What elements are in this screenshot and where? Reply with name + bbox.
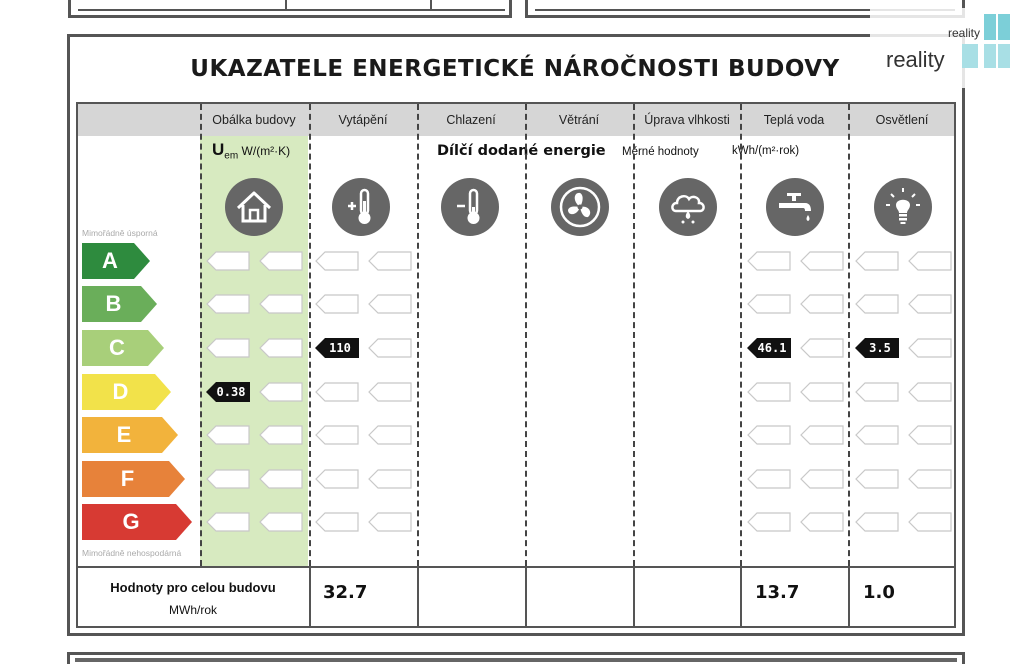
totals-column-divider: [309, 566, 311, 626]
energy-class-c: [82, 330, 164, 366]
class-tag-empty: [206, 425, 250, 445]
class-tag-empty: [259, 294, 303, 314]
column-header-tepla-voda: Teplá voda: [763, 113, 825, 127]
class-tag-empty: [800, 251, 844, 271]
class-tag-empty: [368, 512, 412, 532]
totals-column-divider: [740, 566, 742, 626]
class-tag-empty: [206, 469, 250, 489]
class-tag-empty: [206, 251, 250, 271]
class-tag-empty: [747, 251, 791, 271]
column-divider: [200, 104, 202, 566]
class-tag-empty: [855, 294, 899, 314]
class-tag-empty: [800, 382, 844, 402]
class-marker-obalka: [206, 382, 250, 402]
class-tag-empty: [259, 512, 303, 532]
class-tag-empty: [315, 512, 359, 532]
class-tag-empty: [206, 338, 250, 358]
class-marker-value: 46.1: [757, 341, 787, 355]
column-divider: [525, 104, 527, 566]
uem-label: [212, 140, 290, 161]
class-tag-empty: [747, 382, 791, 402]
class-tag-empty: [368, 251, 412, 271]
class-marker-tepla-voda: [747, 338, 791, 358]
energy-class-f: [82, 461, 185, 497]
totals-column-divider: [417, 566, 419, 626]
total-tepla-voda: 13.7: [755, 582, 800, 603]
class-tag-empty: [747, 512, 791, 532]
total-osvetleni: 1.0: [863, 582, 895, 603]
column-divider: [309, 104, 311, 566]
class-tag-empty: [747, 425, 791, 445]
energy-class-letter: G: [122, 509, 140, 534]
energy-class-letter: E: [116, 422, 132, 447]
class-tag-empty: [259, 338, 303, 358]
uem-subscript: em: [224, 150, 239, 162]
light-bulb-icon: [873, 177, 933, 237]
energy-class-letter: B: [105, 291, 122, 316]
energy-class-d: [82, 374, 171, 410]
specific-unit-label: kWh/(m²·rok): [732, 145, 800, 157]
class-tag-empty: [908, 251, 952, 271]
totals-label: Hodnoty pro celou budovu: [110, 580, 276, 595]
class-tag-empty: [908, 294, 952, 314]
class-marker-vytapeni: [315, 338, 359, 358]
watermark-logo-icon: [962, 12, 1012, 70]
humidity-cloud-icon: [658, 177, 718, 237]
next-section-band: [75, 658, 957, 662]
watermark-brand-large: reality: [886, 47, 945, 72]
class-tag-empty: [855, 469, 899, 489]
class-tag-empty: [206, 294, 250, 314]
totals-row-divider: [78, 566, 954, 568]
energy-class-a: [82, 243, 150, 279]
column-divider: [740, 104, 742, 566]
class-tag-empty: [315, 382, 359, 402]
thermometer-minus-icon: [440, 177, 500, 237]
uem-symbol: U: [212, 140, 225, 159]
page-title: UKAZATELE ENERGETICKÉ NÁROČNOSTI BUDOVY: [190, 56, 840, 82]
uem-unit: W/(m²·K): [241, 144, 291, 158]
class-tag-empty: [259, 469, 303, 489]
class-tag-empty: [206, 512, 250, 532]
house-icon: [224, 177, 284, 237]
delivered-energy-label: Dílčí dodané energie: [437, 143, 606, 159]
class-marker-value: 3.5: [869, 341, 891, 355]
energy-class-letter: F: [120, 466, 135, 491]
class-tag-empty: [315, 294, 359, 314]
class-tag-empty: [315, 425, 359, 445]
class-tag-empty: [259, 425, 303, 445]
class-tag-empty: [368, 425, 412, 445]
class-tag-empty: [855, 512, 899, 532]
previous-section-line: [78, 9, 505, 11]
class-tag-empty: [315, 251, 359, 271]
class-tag-empty: [908, 425, 952, 445]
class-tag-empty: [800, 338, 844, 358]
column-divider: [848, 104, 850, 566]
energy-class-b: [82, 286, 157, 322]
watermark-brand-small: reality: [948, 26, 981, 40]
column-divider: [633, 104, 635, 566]
class-tag-empty: [908, 512, 952, 532]
class-tag-empty: [855, 425, 899, 445]
scale-top-note: Mimořádně úsporná: [82, 228, 158, 238]
column-header-uprava: Úprava vlhkosti: [644, 113, 730, 127]
class-tag-empty: [259, 251, 303, 271]
class-tag-empty: [315, 469, 359, 489]
class-marker-value: 110: [329, 341, 351, 355]
totals-column-divider: [848, 566, 850, 626]
water-tap-icon: [765, 177, 825, 237]
energy-class-letter: D: [112, 379, 129, 404]
fan-icon: [550, 177, 610, 237]
class-tag-empty: [855, 251, 899, 271]
class-tag-empty: [747, 294, 791, 314]
energy-class-e: [82, 417, 178, 453]
class-tag-empty: [368, 469, 412, 489]
class-tag-empty: [368, 382, 412, 402]
column-header-vetrani: Větrání: [558, 113, 600, 127]
column-header-vytapeni: Vytápění: [338, 113, 388, 127]
column-divider: [417, 104, 419, 566]
class-tag-empty: [800, 294, 844, 314]
energy-class-g: [82, 504, 192, 540]
class-tag-empty: [747, 469, 791, 489]
column-header-obalka: Obálka budovy: [212, 113, 296, 127]
scale-bottom-note: Mimořádně nehospodárná: [82, 548, 182, 558]
total-vytapeni: 32.7: [323, 582, 368, 603]
totals-unit: MWh/rok: [169, 603, 217, 617]
class-tag-empty: [800, 469, 844, 489]
totals-column-divider: [633, 566, 635, 626]
class-tag-empty: [368, 338, 412, 358]
totals-column-divider: [525, 566, 527, 626]
specific-values-label: Měrné hodnoty: [622, 146, 699, 158]
thermometer-plus-icon: [331, 177, 391, 237]
column-header-osvetleni: Osvětlení: [875, 113, 929, 127]
class-tag-empty: [800, 512, 844, 532]
class-tag-empty: [908, 338, 952, 358]
class-tag-empty: [855, 382, 899, 402]
class-tag-empty: [908, 469, 952, 489]
class-tag-empty: [908, 382, 952, 402]
class-marker-osvetleni: [855, 338, 899, 358]
energy-class-letter: C: [109, 335, 125, 360]
class-tag-empty: [259, 382, 303, 402]
column-header-chlazeni: Chlazení: [446, 113, 496, 127]
class-tag-empty: [800, 425, 844, 445]
energy-class-letter: A: [102, 248, 118, 273]
class-marker-value: 0.38: [216, 385, 246, 399]
class-tag-empty: [368, 294, 412, 314]
